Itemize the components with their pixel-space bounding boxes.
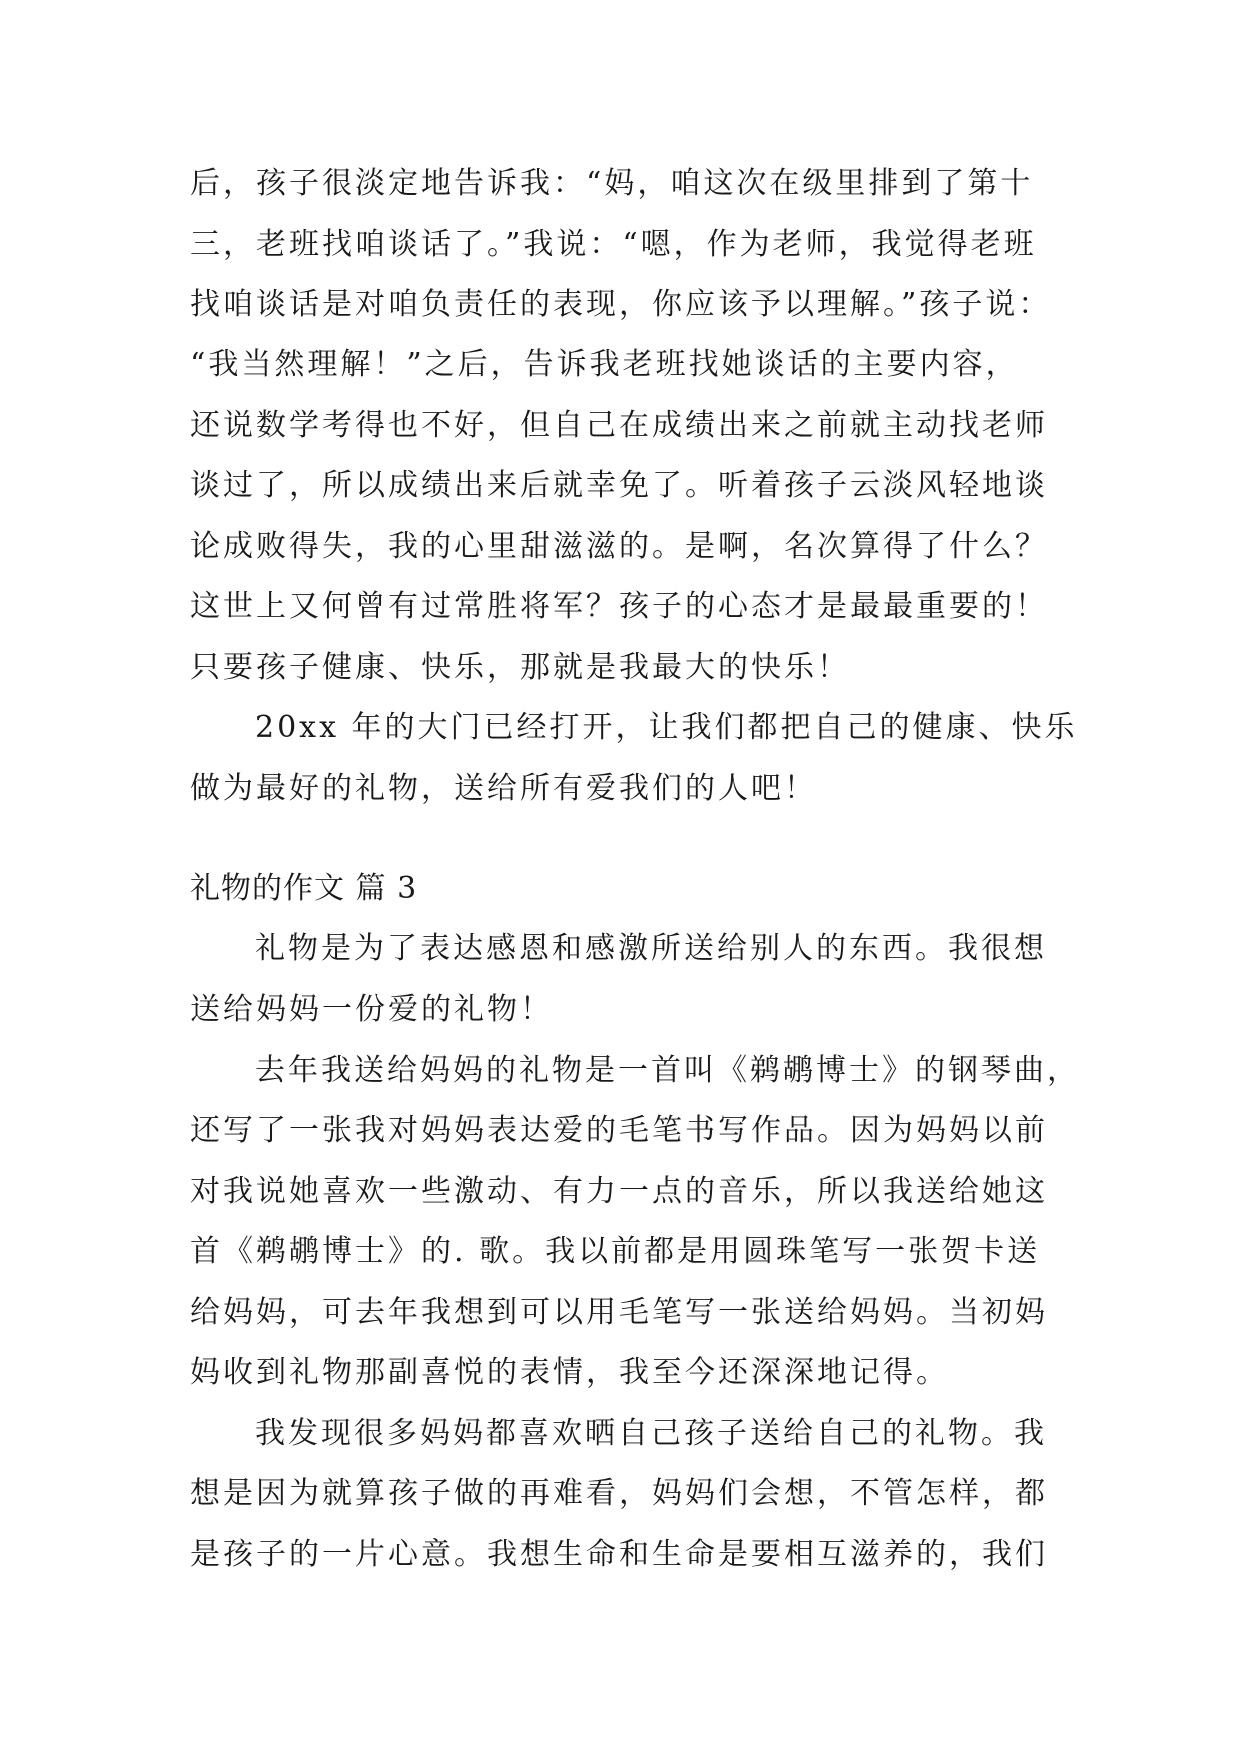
- text-line: 谈过了，所以成绩出来后就幸免了。听着孩子云淡风轻地谈: [190, 468, 1048, 503]
- text-line: 还写了一张我对妈妈表达爱的毛笔书写作品。因为妈妈以前: [190, 1113, 1048, 1148]
- text-line: 对我说她喜欢一些激动、有力一点的音乐，所以我送给她这: [190, 1174, 1048, 1209]
- text-line: 我发现很多妈妈都喜欢晒自己孩子送给自己的礼物。我: [255, 1416, 1047, 1451]
- text-line: 给妈妈，可去年我想到可以用毛笔写一张送给妈妈。当初妈: [190, 1295, 1048, 1330]
- text-line: 三，老班找咱谈话了。”我说：“嗯，作为老师，我觉得老班: [190, 227, 1037, 262]
- text-line: 后，孩子很淡定地告诉我：“妈，咱这次在级里排到了第十: [190, 166, 1034, 201]
- text-line: 去年我送给妈妈的礼物是一首叫《鹈鹕博士》的钢琴曲，: [255, 1053, 1080, 1088]
- text-line: 妈收到礼物那副喜悦的表情，我至今还深深地记得。: [190, 1355, 949, 1390]
- text-line: 20xx 年的大门已经打开，让我们都把自己的健康、快乐: [255, 710, 1078, 745]
- text-line: 论成败得失，我的心里甜滋滋的。是啊，名次算得了什么？: [190, 529, 1048, 564]
- text-line: 这世上又何曾有过常胜将军？孩子的心态才是最最重要的！: [190, 589, 1048, 624]
- text-line: 还说数学考得也不好，但自己在成绩出来之前就主动找老师: [190, 408, 1048, 443]
- text-line: 送给妈妈一份爱的礼物！: [190, 992, 553, 1027]
- text-line: 首《鹈鹕博士》的. 歌。我以前都是用圆珠笔写一张贺卡送: [190, 1234, 1041, 1269]
- text-line: 礼物是为了表达感恩和感激所送给别人的东西。我很想: [255, 931, 1047, 966]
- text-line: 做为最好的礼物，送给所有爱我们的人吧！: [190, 771, 817, 806]
- text-line: 是孩子的一片心意。我想生命和生命是要相互滋养的，我们: [190, 1537, 1048, 1572]
- text-line: 只要孩子健康、快乐，那就是我最大的快乐！: [190, 650, 850, 685]
- section-heading: 礼物的作文 篇 3: [190, 871, 418, 906]
- text-line: 想是因为就算孩子做的再难看，妈妈们会想，不管怎样，都: [190, 1476, 1048, 1511]
- text-line: “我当然理解！”之后，告诉我老班找她谈话的主要内容，: [190, 347, 1019, 382]
- text-line: 找咱谈话是对咱负责任的表现，你应该予以理解。”孩子说：: [190, 287, 1052, 322]
